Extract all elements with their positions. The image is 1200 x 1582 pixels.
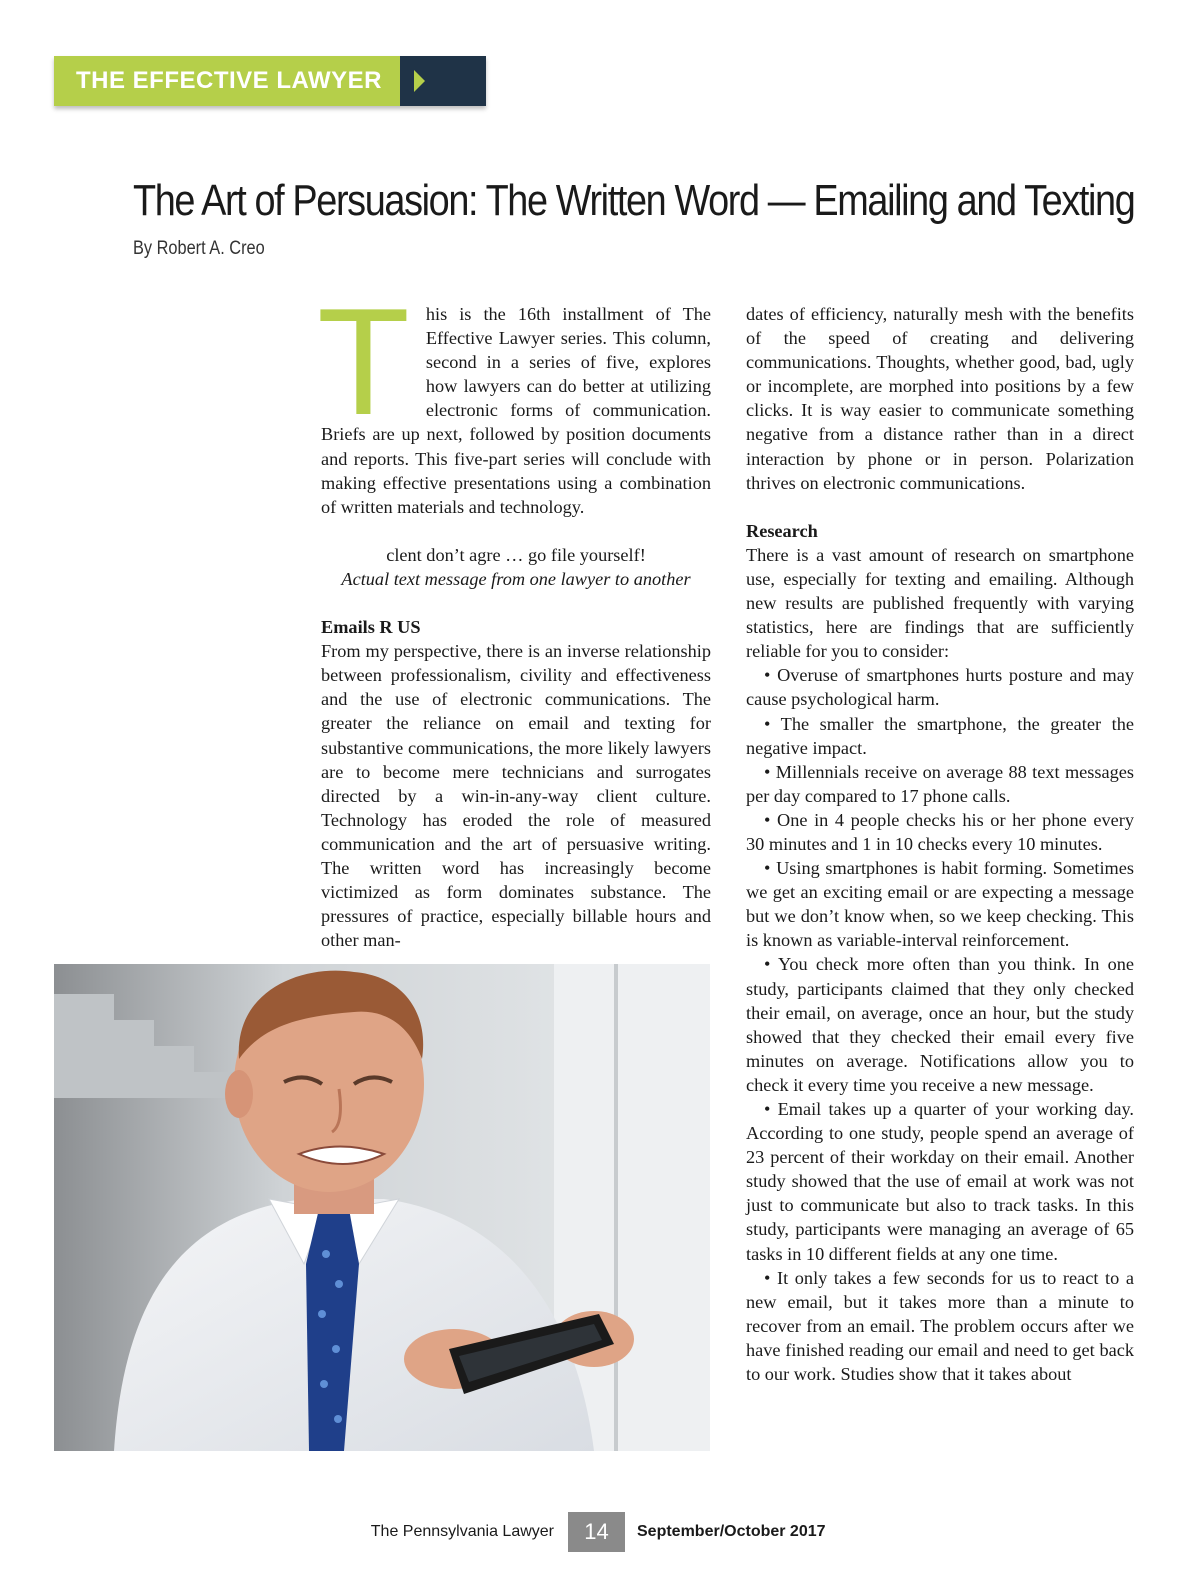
- article-byline: By Robert A. Creo: [133, 238, 265, 259]
- drop-cap: T: [317, 277, 410, 447]
- page-footer: [0, 1512, 1200, 1552]
- left-column: [317, 277, 711, 952]
- section-label: THE EFFECTIVE LAWYER: [54, 56, 400, 106]
- research-bullet: • Overuse of smartphones hurts posture and may cause psychological harm.: [746, 665, 1134, 710]
- research-bullet: • One in 4 people checks his or her phone every 30 minutes and 1 in 10 checks every 10 minutes.: [746, 809, 1134, 854]
- intro-text: his is the 16th installment of The Effective Lawyer series. This column, second in a series of five, explores how lawyers can do better at utilizing electronic forms of communication. Briefs are up next, followed by position documents and reports. This five-part series will conclude with making effective presentations using a combination of written materials and technology.: [321, 304, 711, 517]
- research-intro: There is a vast amount of research on smartphone use, especially for texting and emailing. Although new results are published frequently with varying statistics, here are findings that are sufficiently reliable for you to consider:: [746, 544, 1134, 662]
- research-bullet: • You check more often than you think. In one study, participants claimed that they only checked their email, on average, once an hour, but the study showed that they checked their email every five minutes on average. Notifications allow you to check it every time you receive a new message.: [746, 954, 1134, 1095]
- section-heading-research: Research: [746, 520, 818, 541]
- research-bullet: • Using smartphones is habit forming. Sometimes we get an exciting email or are expecting a message but we don’t know when, so we keep checking. This is known as variable-interval reinforcement.: [746, 858, 1134, 951]
- pull-quote: clent don’t agre … go file yourself!: [386, 544, 646, 565]
- footer-publication: The Pennsylvania Lawyer: [370, 1523, 554, 1540]
- research-bullet: • The smaller the smartphone, the greater the negative impact.: [746, 713, 1134, 758]
- research-bullet: • It only takes a few seconds for us to react to a new email, but it takes more than a minute to recover from an email. The problem occurs after we have finished reading our email and need to get back to our work. Studies show that it takes about: [746, 1267, 1134, 1385]
- section-banner: [54, 56, 486, 106]
- footer-issue: September/October 2017: [637, 1523, 826, 1540]
- article-title: The Art of Persuasion: The Written Word — Emailing and Texting: [133, 176, 1135, 225]
- intro-paragraph: [317, 277, 711, 519]
- continuation-paragraph: dates of efficiency, naturally mesh with the benefits of the speed of creating and delivering communications. Thoughts, whether good, bad, ugly or incomplete, are morphed into positions by a few clicks. It is way easier to communicate something negative from a distance rather than in a direct interaction by phone or in person. Polarization thrives on electronic communications.: [746, 304, 1134, 493]
- article-photo: [54, 964, 710, 1451]
- right-column: [746, 302, 1134, 1386]
- section-banner-tail: [400, 56, 486, 106]
- emails-body: From my perspective, there is an inverse relationship between professionalism, civility and effectiveness and the use of electronic communications. The greater the reliance on email and texting for substantive communications, the more likely lawyers are to become mere technicians and surrogates directed by a win-in-any-way client culture. Technology has eroded the role of measured communication and the art of persuasive writing. The written word has increasingly become victimized as form dominates substance. The pressures of practice, especially billable hours and other man-: [321, 641, 711, 951]
- research-bullet: • Millennials receive on average 88 text messages per day compared to 17 phone calls.: [746, 761, 1134, 806]
- research-bullet: • Email takes up a quarter of your working day. According to one study, people spend an average of 23 percent of their workday on their email. Another study showed that the use of email at work was not just to communicate but also to track tasks. In this study, participants were managing an average of 65 tasks in 10 different fields at any one time.: [746, 1099, 1134, 1264]
- page-number: 14: [568, 1512, 625, 1552]
- frustrated-man-with-phone-illustration: [54, 964, 710, 1451]
- pull-quote-source: Actual text message from one lawyer to another: [341, 568, 691, 589]
- section-heading-emails: Emails R US: [321, 617, 421, 638]
- arrow-right-icon: [414, 70, 425, 92]
